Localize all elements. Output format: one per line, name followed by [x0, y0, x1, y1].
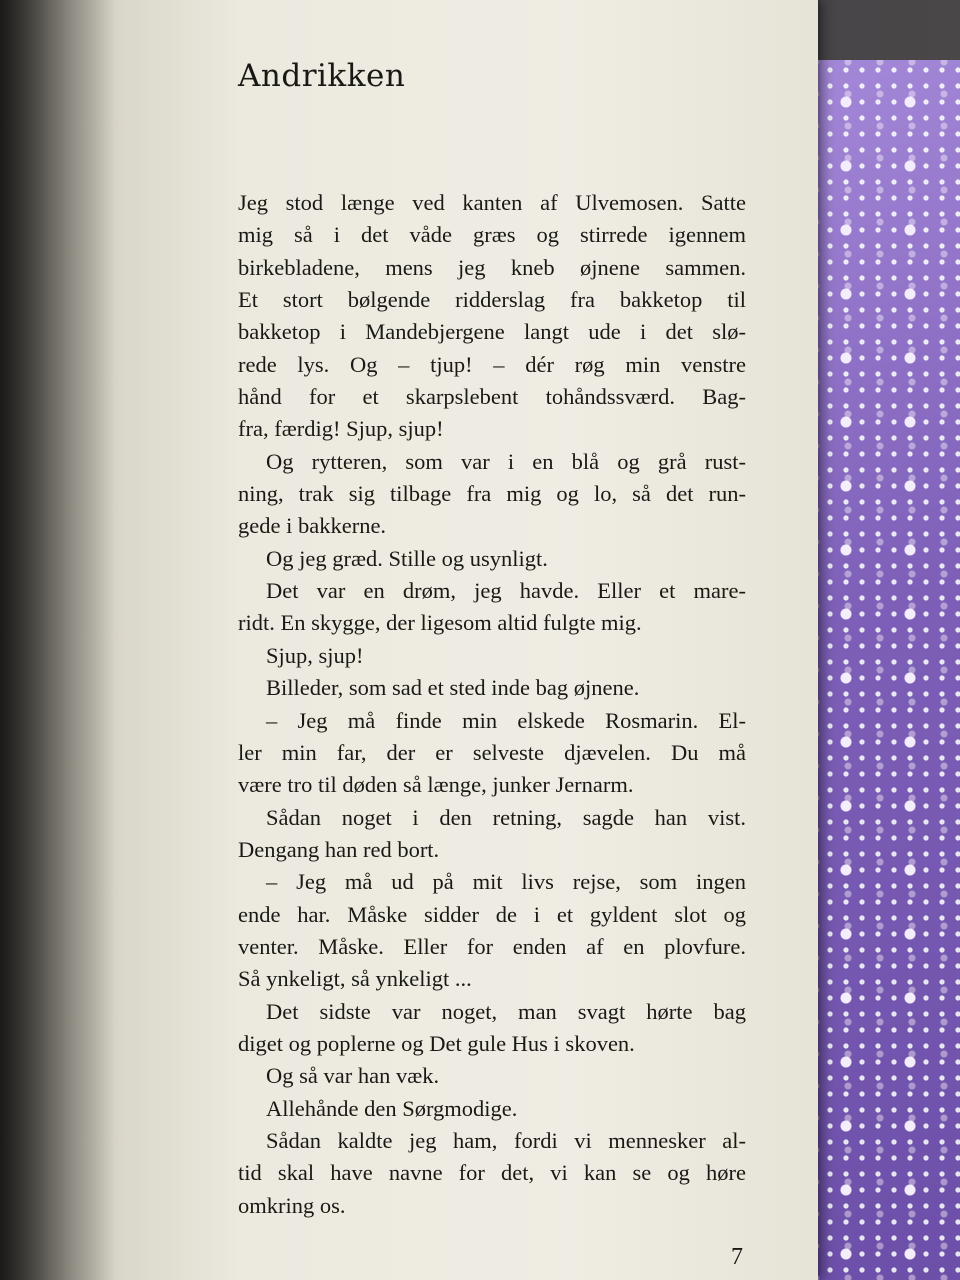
text-line: Det var en drøm, jeg havde. Eller et mare- [266, 578, 746, 604]
text-line: tid skal have navne for det, vi kan se og høre [238, 1160, 746, 1186]
text-line: være tro til døden så længe, junker Jernarm. [238, 772, 634, 798]
text-line: Det sidste var noget, man svagt hørte bag [266, 998, 746, 1024]
text-line: Allehånde den Sørgmodige. [266, 1095, 518, 1121]
text-line: ridt. En skygge, der ligesom altid fulgte mig. [238, 610, 642, 636]
body-text [238, 187, 746, 1222]
text-line: birkebladene, mens jeg kneb øjnene sammen. [238, 254, 746, 280]
text-line: Billeder, som sad et sted inde bag øjnene. [266, 675, 640, 701]
text-line: Og så var han væk. [266, 1063, 440, 1089]
page-number: 7 [731, 1244, 743, 1270]
text-line: mig så i det våde græs og stirrede igennem [238, 222, 746, 248]
text-line: venter. Måske. Eller for enden af en plovfure. [238, 933, 746, 959]
text-line: ler min far, der er selveste djævelen. Du må [238, 739, 746, 765]
text-line: Og rytteren, som var i en blå og grå rust- [266, 448, 746, 474]
text-line: omkring os. [238, 1192, 346, 1218]
text-line: ende har. Måske sidder de i et gyldent slot og [238, 901, 746, 927]
text-line: rede lys. Og – tjup! – dér røg min venstre [238, 351, 746, 377]
text-line: Et stort bølgende ridderslag fra bakketop til [238, 287, 746, 313]
text-line: fra, færdig! Sjup, sjup! [238, 416, 444, 442]
chapter-title: Andrikken [238, 58, 406, 94]
text-line: ning, trak sig tilbage fra mig og lo, så det run- [238, 481, 746, 507]
text-line: hånd for et skarpslebent tohåndssværd. Bag- [238, 384, 746, 410]
text-line: Sådan noget i den retning, sagde han vist. [266, 804, 746, 830]
text-line: Og jeg græd. Stille og usynligt. [266, 545, 548, 571]
text-line: Sådan kaldte jeg ham, fordi vi mennesker al- [266, 1127, 746, 1153]
patterned-endpaper [800, 60, 960, 1280]
text-line: Så ynkeligt, så ynkeligt ... [238, 966, 472, 992]
text-line: bakketop i Mandebjergene langt ude i det slø- [238, 319, 746, 345]
text-line: Dengang han red bort. [238, 836, 440, 862]
text-line: diget og poplerne og Det gule Hus i skoven. [238, 1030, 635, 1056]
text-line: – Jeg må ud på mit livs rejse, som ingen [266, 869, 746, 895]
text-line: gede i bakkerne. [238, 513, 387, 539]
text-line: Jeg stod længe ved kanten af Ulvemosen. Satte [238, 190, 746, 215]
text-line: – Jeg må finde min elskede Rosmarin. El- [266, 707, 746, 733]
text-line: Sjup, sjup! [266, 642, 364, 668]
